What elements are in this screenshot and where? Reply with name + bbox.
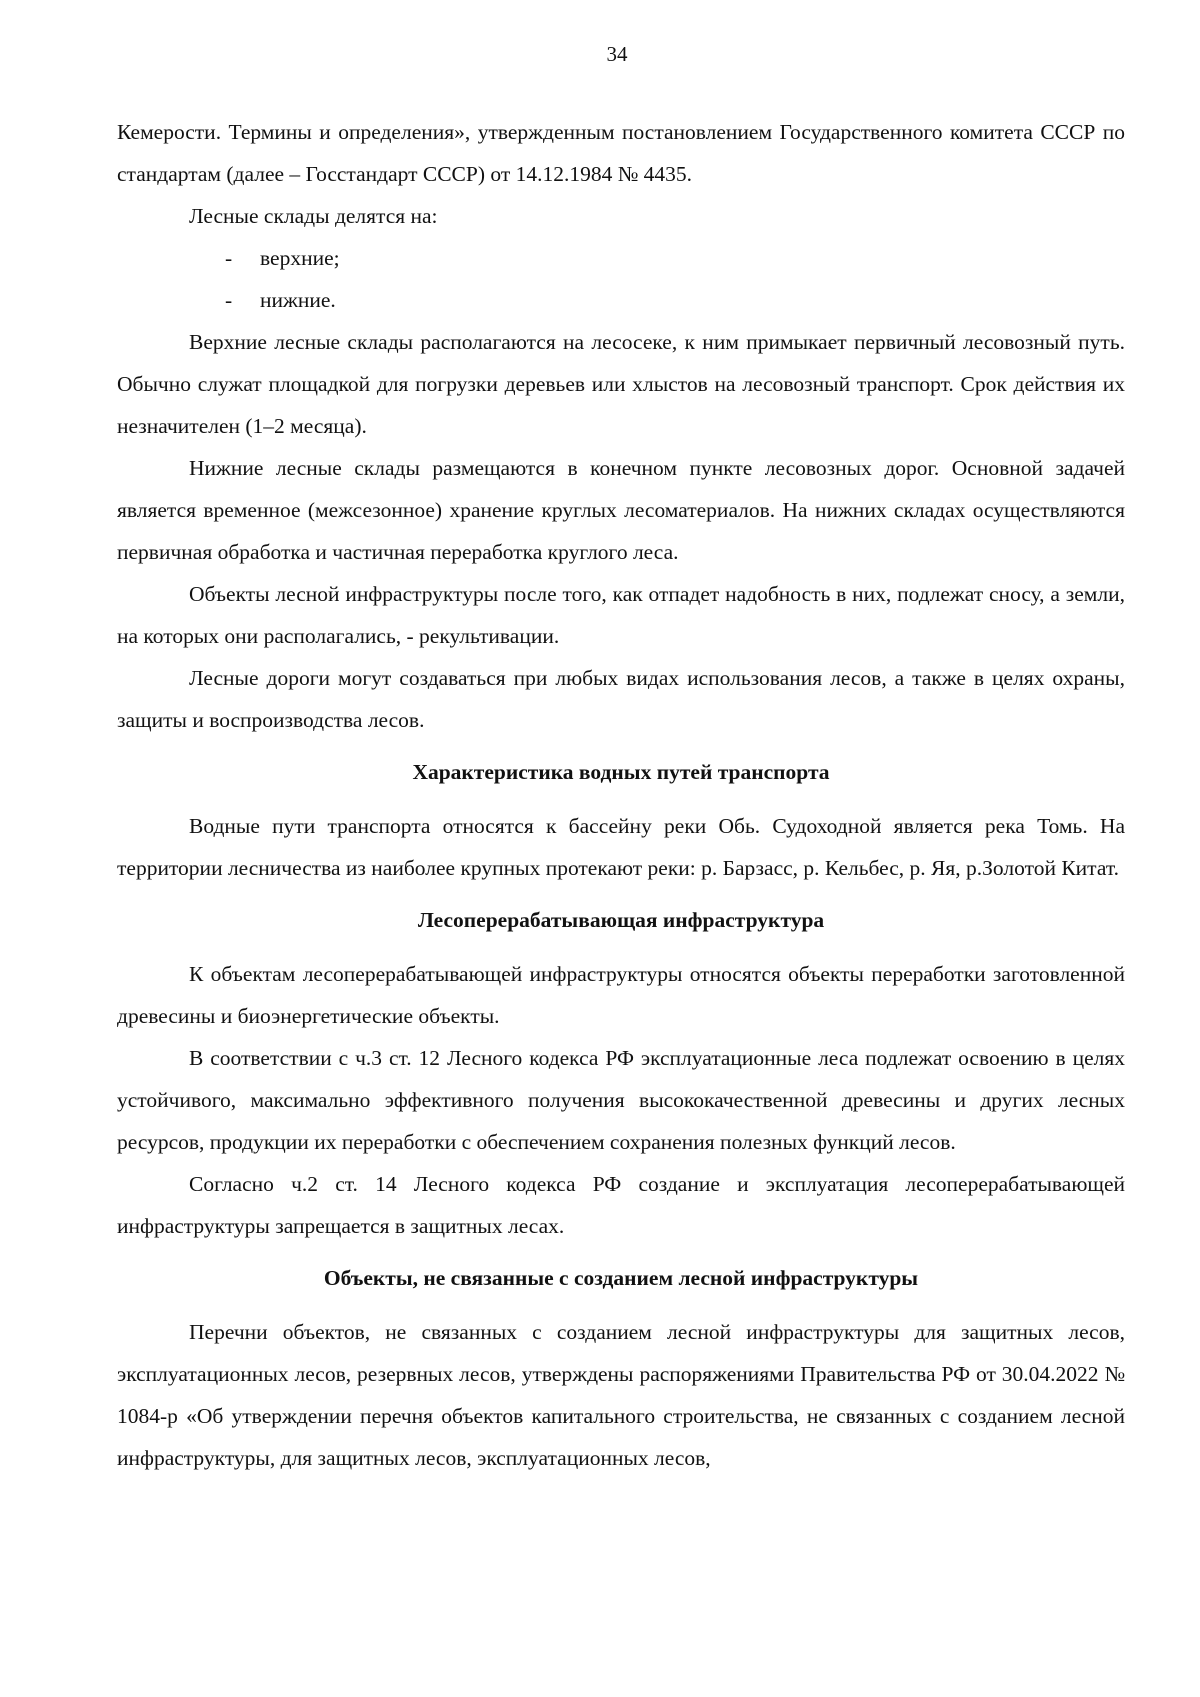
section-heading-non-infrastructure-objects: Объекты, не связанные с созданием лесной инфраструктуры xyxy=(323,1266,919,1290)
list-item xyxy=(117,237,1125,279)
paragraph-forest-code-art12: В соответствии с ч.3 ст. 12 Лесного кодекса РФ эксплуатационные леса подлежат освоению в целях устойчивого, максимально эффективного получения высококачественной древесины и других лесных ресурсов, продукции их переработки с обеспечением сохранения полезных функций лесов. xyxy=(117,1046,1125,1154)
warehouse-types-list xyxy=(117,237,1125,321)
paragraph-processing-objects: К объектам лесоперерабатывающей инфраструктуры относятся объекты переработки заготовленной древесины и биоэнергетические объекты. xyxy=(117,962,1125,1028)
section-heading-water-transport: Характеристика водных путей транспорта xyxy=(412,760,830,784)
section-heading-wood-processing: Лесоперерабатывающая инфраструктура xyxy=(417,908,825,932)
paragraph-forest-code-art14: Согласно ч.2 ст. 14 Лесного кодекса РФ создание и эксплуатация лесоперерабатывающей инфраструктуры запрещается в защитных лесах. xyxy=(117,1172,1125,1238)
paragraph-lower-warehouses: Нижние лесные склады размещаются в конечном пункте лесовозных дорог. Основной задачей является временное (межсезонное) хранение круглых лесоматериалов. На нижних складах осуществляются первичная обработка и частичная переработка круглого леса. xyxy=(117,456,1125,564)
list-item xyxy=(117,279,1125,321)
list-item-text: верхние; xyxy=(260,246,340,270)
document-body xyxy=(117,111,1125,1479)
paragraph-continuation: Кемерости. Термины и определения», утвержденным постановлением Государственного комитета СССР по стандартам (далее – Госстандарт СССР) от 14.12.1984 № 4435. xyxy=(117,120,1125,186)
list-item-text: нижние. xyxy=(260,288,336,312)
paragraph-warehouse-intro: Лесные склады делятся на: xyxy=(189,204,438,228)
page-number: 34 xyxy=(606,42,628,66)
paragraph-water-transport: Водные пути транспорта относятся к бассейну реки Обь. Судоходной является река Томь. На территории лесничества из наиболее крупных протекают реки: р. Барзасс, р. Кельбес, р. Яя, р.Золотой Китат. xyxy=(117,814,1125,880)
paragraph-forest-roads: Лесные дороги могут создаваться при любых видах использования лесов, а также в целях охраны, защиты и воспроизводства лесов. xyxy=(117,666,1125,732)
list-marker: - xyxy=(225,288,233,312)
paragraph-upper-warehouses: Верхние лесные склады располагаются на лесосеке, к ним примыкает первичный лесовозный путь. Обычно служат площадкой для погрузки деревьев или хлыстов на лесовозный транспорт. Срок действия их незначителен (1–2 месяца). xyxy=(117,330,1125,438)
paragraph-infrastructure-removal: Объекты лесной инфраструктуры после того, как отпадет надобность в них, подлежат сносу, а земли, на которых они располагались, - рекультивации. xyxy=(117,582,1125,648)
list-marker: - xyxy=(225,246,233,270)
paragraph-government-orders: Перечни объектов, не связанных с созданием лесной инфраструктуры для защитных лесов, эксплуатационных лесов, резервных лесов, утверждены распоряжениями Правительства РФ от 30.04.2022 № 1084-р «Об утверждении перечня объектов капитального строительства, не связанных с созданием лесной инфраструктуры, для защитных лесов, эксплуатационных лесов, xyxy=(117,1320,1125,1470)
